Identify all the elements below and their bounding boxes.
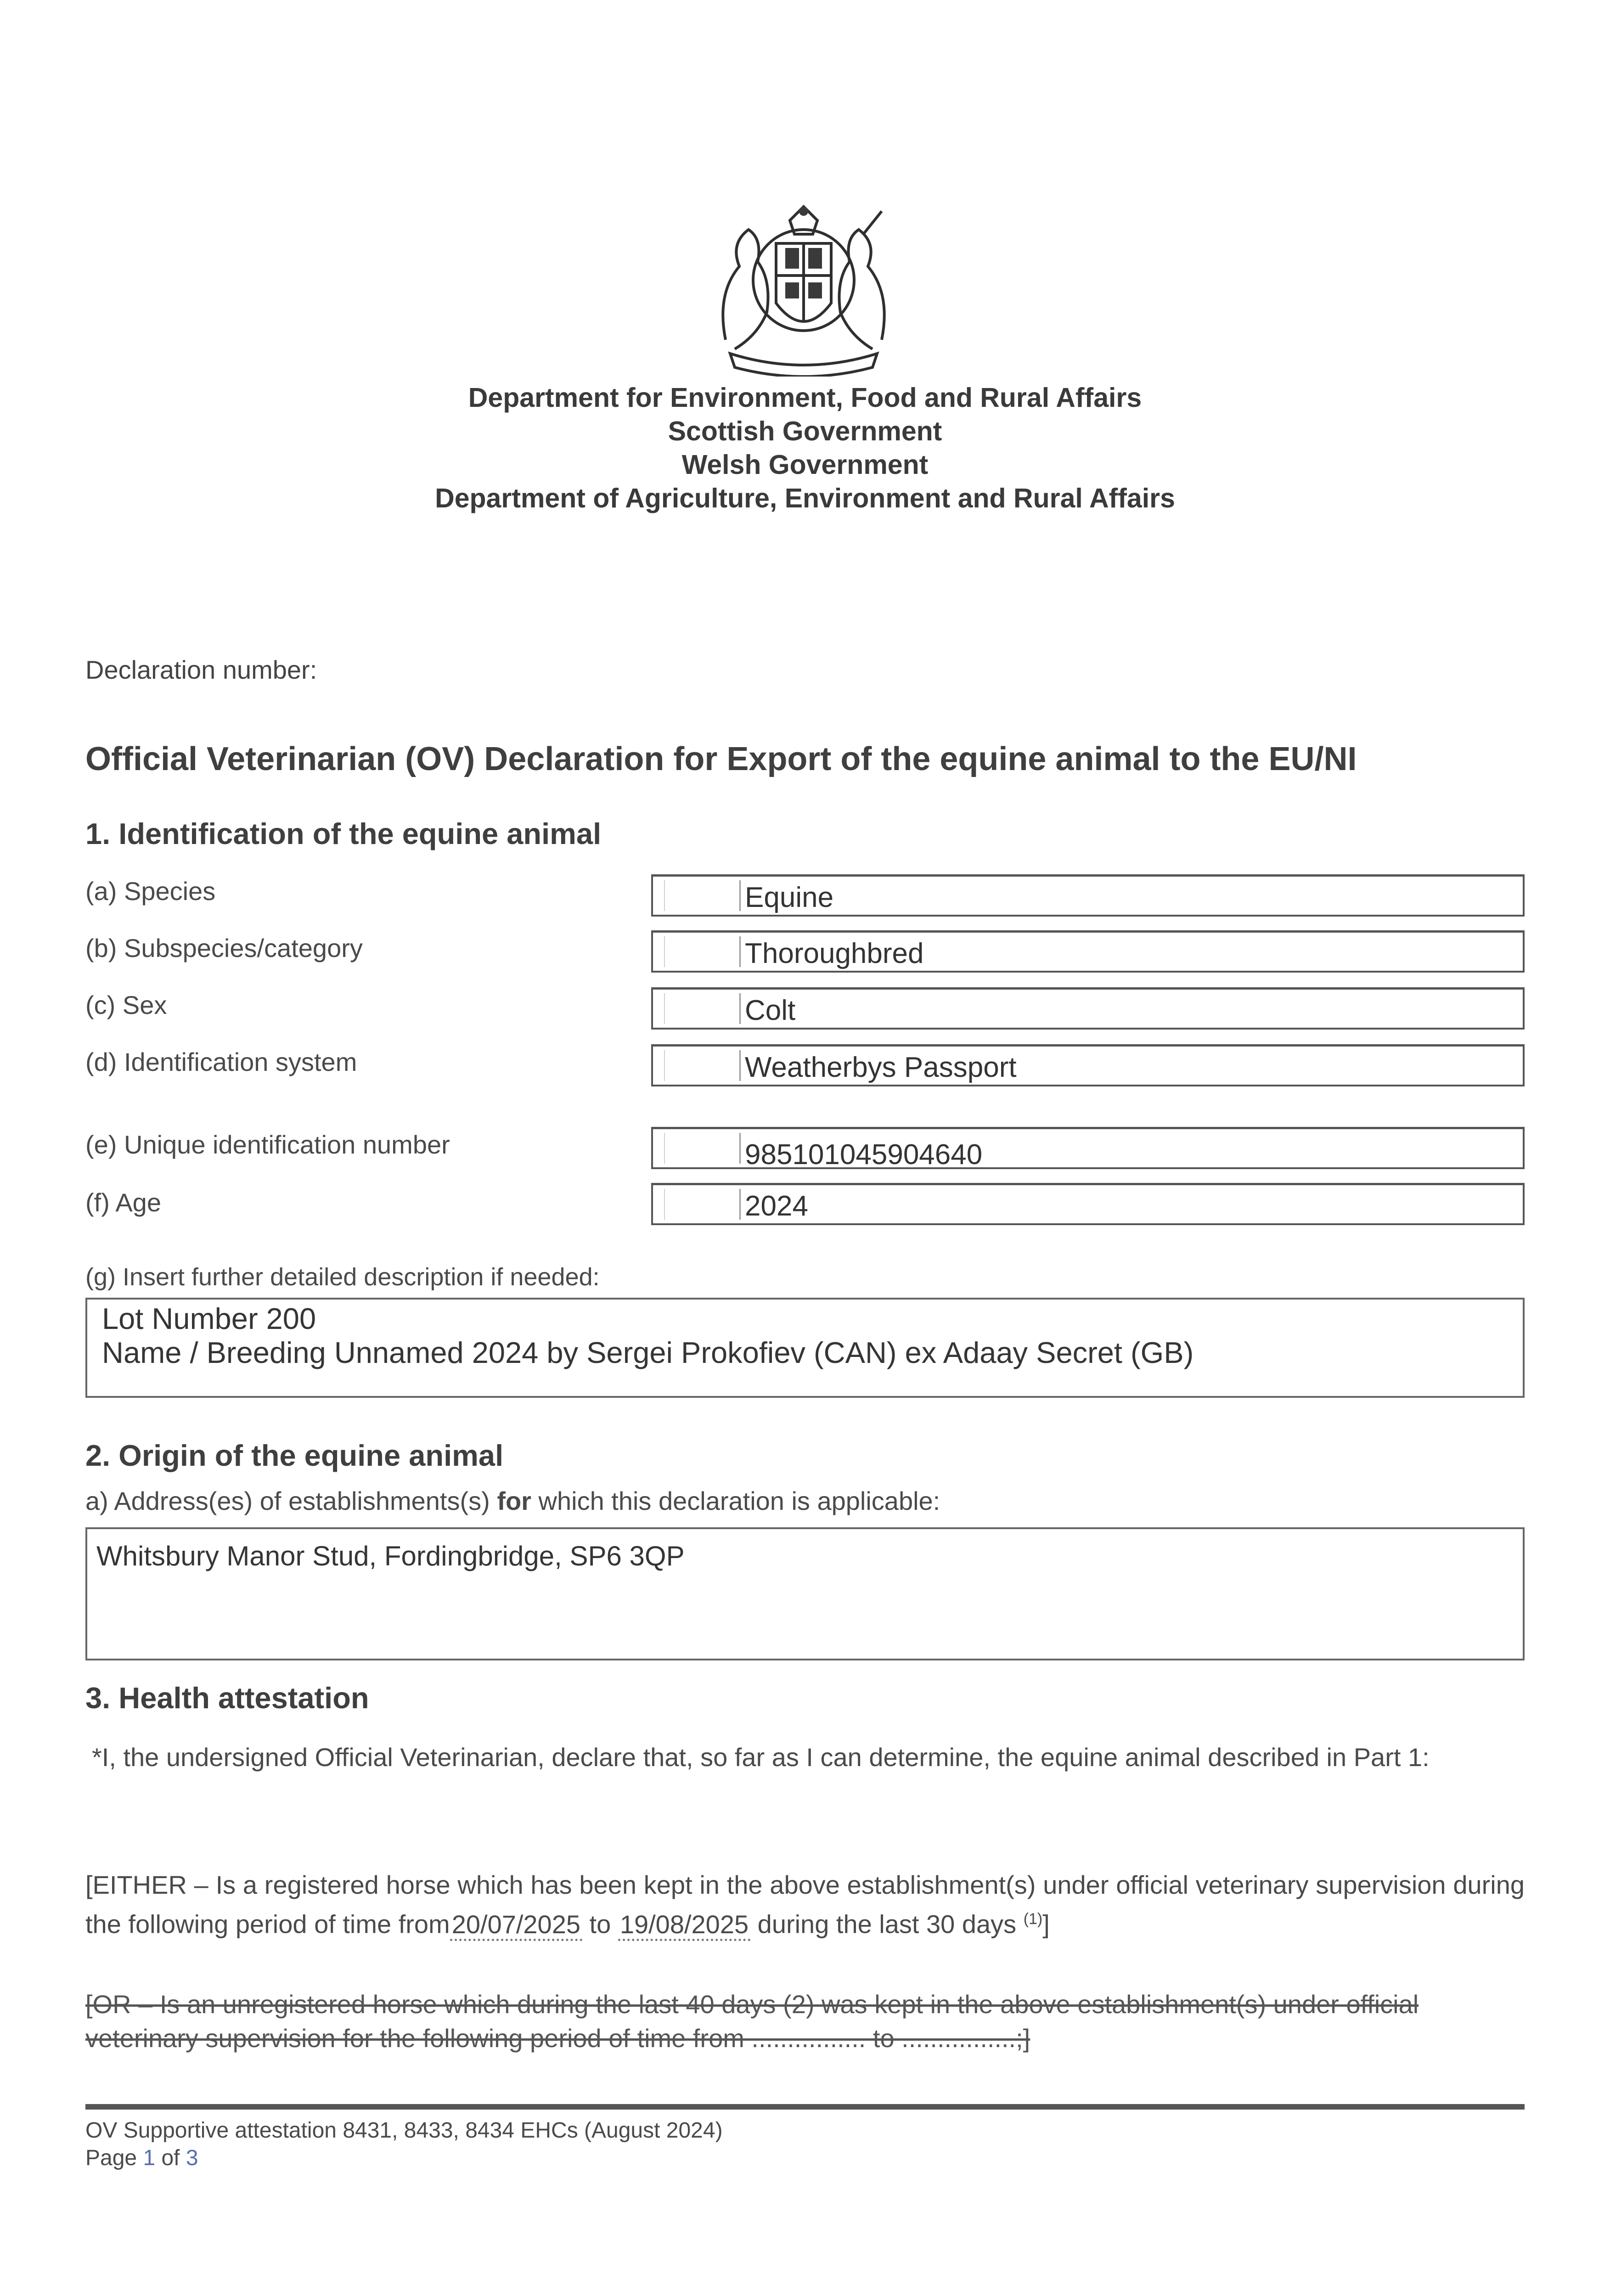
unique-id-field[interactable] — [651, 1127, 1525, 1169]
section-3-heading: 3. Health attestation — [85, 1681, 369, 1715]
or-clause-struck-line-1: [OR – Is an unregistered horse which during the last 40 days (2) was kept in the above establishment(s) under official — [85, 1990, 1419, 2019]
or-clause-struck-line-2: veterinary supervision for the following period of time from ................ to ................;] — [85, 2024, 1030, 2053]
identification-system-field[interactable] — [651, 1044, 1525, 1086]
species-value: Equine — [745, 882, 834, 913]
department-header — [0, 381, 1610, 515]
age-label: (f) Age — [85, 1188, 161, 1217]
section-1-heading: 1. Identification of the equine animal — [85, 817, 602, 850]
identification-system-label: (d) Identification system — [85, 1047, 357, 1076]
establishment-address-field[interactable] — [85, 1527, 1525, 1660]
period-from-date[interactable]: 20/07/2025 — [450, 1910, 582, 1941]
description-line: Name / Breeding Unnamed 2024 by Sergei Prokofiev (CAN) ex Adaay Secret (GB) — [102, 1336, 1194, 1369]
health-attestation-intro: *I, the undersigned Official Veterinarian, declare that, so far as I can determine, the equine animal described in Part 1: — [92, 1743, 1430, 1772]
subspecies-value: Thoroughbred — [745, 938, 924, 969]
page-number: Page 1 of 3 — [85, 2146, 198, 2170]
identification-system-value: Weatherbys Passport — [745, 1052, 1017, 1083]
species-label: (a) Species — [85, 877, 216, 906]
description-line: Lot Number 200 — [102, 1302, 316, 1335]
department-name: Department for Environment, Food and Rural Affairs — [468, 383, 1142, 413]
species-field[interactable] — [651, 874, 1525, 917]
unique-id-value: 985101045904640 — [745, 1139, 983, 1171]
sex-label: (c) Sex — [85, 990, 167, 1019]
department-name: Welsh Government — [681, 450, 929, 480]
description-label: (g) Insert further detailed description if needed: — [85, 1263, 600, 1291]
footer-reference: OV Supportive attestation 8431, 8433, 8434 EHCs (August 2024) — [85, 2118, 723, 2143]
sex-field[interactable] — [651, 987, 1525, 1030]
description-field[interactable] — [85, 1298, 1525, 1398]
footer-divider — [85, 2104, 1525, 2110]
section-2-heading: 2. Origin of the equine animal — [85, 1439, 504, 1472]
age-value: 2024 — [745, 1190, 808, 1222]
royal-coat-of-arms-icon — [698, 202, 909, 377]
subspecies-label: (b) Subspecies/category — [85, 934, 363, 962]
document-title: Official Veterinarian (OV) Declaration for Export of the equine animal to the EU/NI — [85, 741, 1357, 777]
unique-id-label: (e) Unique identification number — [85, 1130, 450, 1159]
department-name: Scottish Government — [668, 416, 942, 446]
period-to-date[interactable]: 19/08/2025 — [618, 1910, 750, 1941]
subspecies-field[interactable] — [651, 930, 1525, 973]
sex-value: Colt — [745, 995, 796, 1026]
declaration-number-label: Declaration number: — [85, 655, 317, 684]
establishment-address-value: Whitsbury Manor Stud, Fordingbridge, SP6 3QP — [96, 1541, 685, 1571]
either-clause: [EITHER – Is a registered horse which has been kept in the above establishment(s) under official veterinary supervision during the following period of time from20/07/2025 to 19/08/2025 during the last 30 days $^{(1)}$] — [85, 1868, 1525, 1941]
age-field[interactable] — [651, 1183, 1525, 1225]
establishment-address-label: a) Address(es) of establishments(s) for which this declaration is applicable: — [85, 1486, 940, 1515]
department-name: Department of Agriculture, Environment and Rural Affairs — [435, 483, 1175, 513]
